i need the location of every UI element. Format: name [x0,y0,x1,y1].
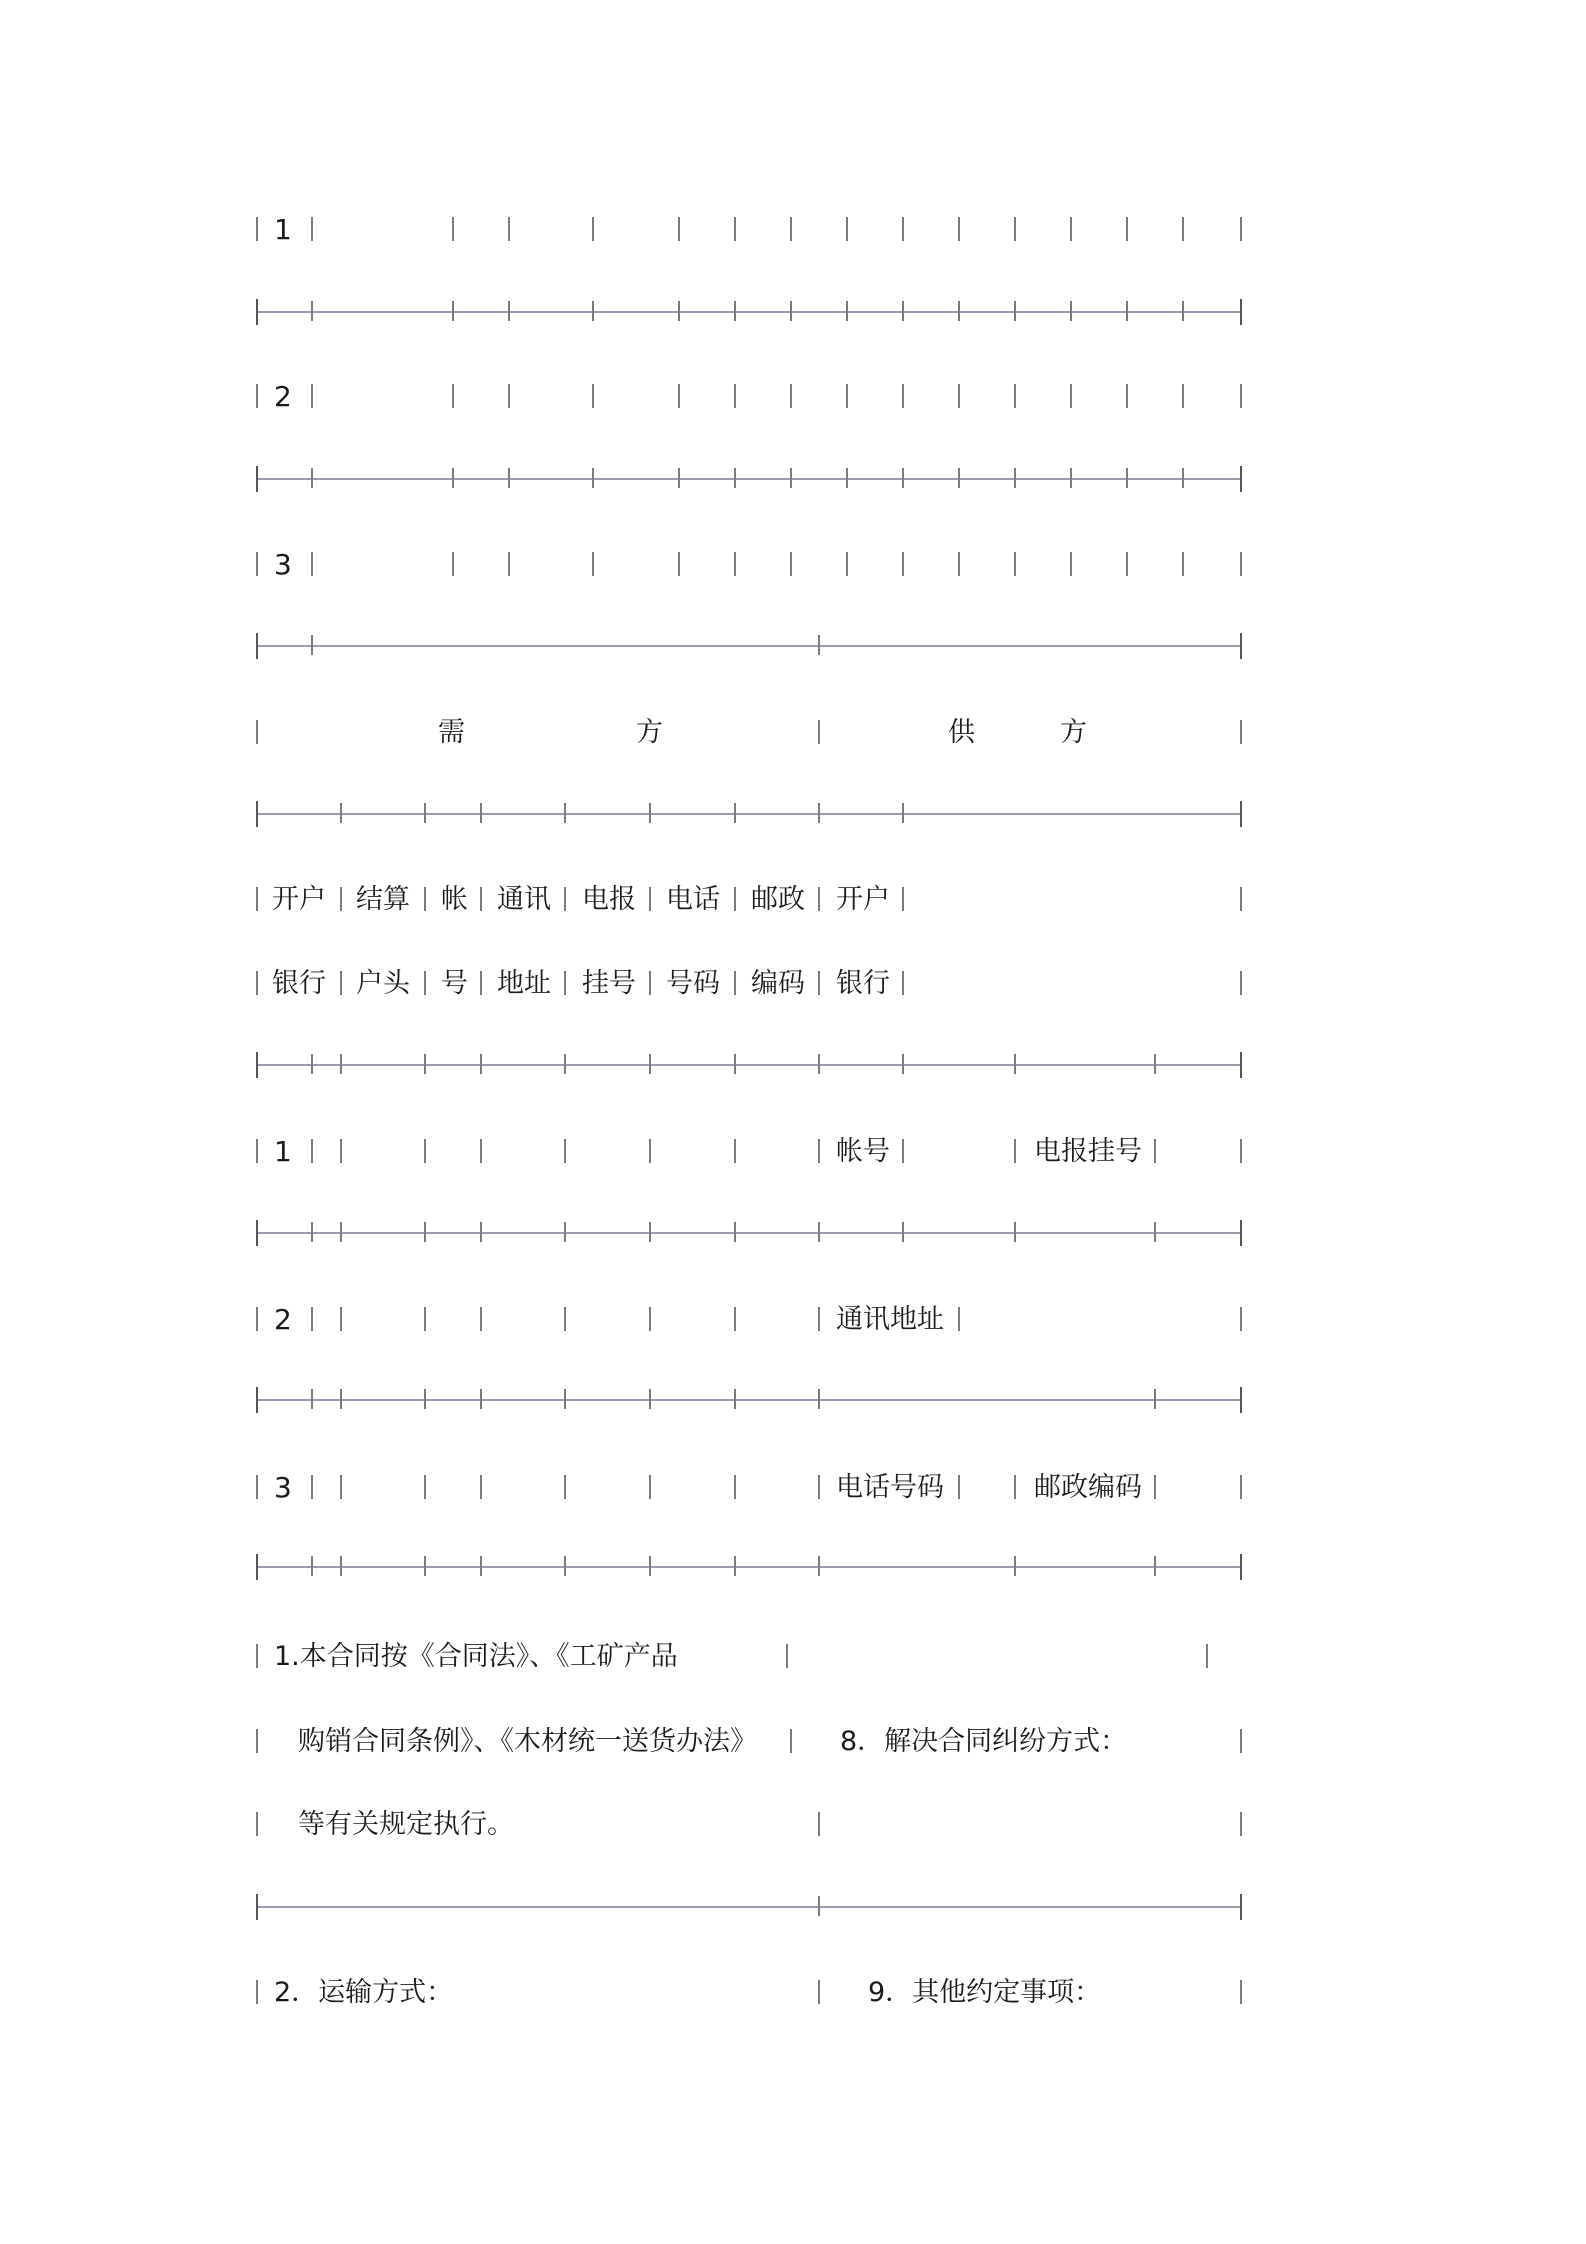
line-junction-tick [1126,468,1128,488]
column-separator [958,552,960,576]
line-junction-tick [1070,301,1072,321]
column-separator [958,217,960,241]
line-junction-tick [902,301,904,321]
line-junction-tick [958,468,960,488]
column-separator [649,887,651,911]
line-junction-tick [480,1556,482,1576]
line-end-cap [1240,801,1242,827]
line-junction-tick [734,1222,736,1242]
col-account-no-line2: 号 [441,968,468,999]
column-separator [311,1139,313,1163]
col-bank-line2: 银行 [272,968,326,999]
col-supplier-bank-line2: 银行 [836,968,890,999]
col-bank-line1: 开户 [272,884,326,915]
column-separator [678,384,680,408]
row-divider-line [256,1399,1240,1401]
col-postal-line1: 邮政 [751,884,805,915]
line-end-cap [1240,633,1242,659]
line-junction-tick [678,468,680,488]
column-separator [508,552,510,576]
column-separator [1182,552,1184,576]
column-separator [424,971,426,995]
line-junction-tick [818,1896,820,1916]
line-junction-tick [480,1222,482,1242]
line-junction-tick [649,803,651,823]
row-number: 1 [274,1135,292,1168]
column-separator [564,1139,566,1163]
column-separator [256,887,258,911]
line-junction-tick [846,301,848,321]
line-end-cap [256,299,258,325]
column-separator [592,217,594,241]
col-address-line1: 通讯 [497,884,551,915]
column-separator [1014,384,1016,408]
row-divider-line [256,1232,1240,1234]
column-separator [1240,384,1242,408]
clause-1-line-1: 1.本合同按《合同法》、《工矿产品 [274,1641,678,1672]
column-separator [452,384,454,408]
line-junction-tick [311,1054,313,1074]
line-junction-tick [311,1222,313,1242]
column-separator [1240,971,1242,995]
line-junction-tick [846,468,848,488]
row-divider-line [256,1566,1240,1568]
column-separator [340,887,342,911]
line-junction-tick [424,1556,426,1576]
column-separator [958,384,960,408]
line-end-cap [256,1894,258,1920]
line-junction-tick [424,1389,426,1409]
clause-1-line-3: 等有关规定执行。 [298,1809,514,1840]
line-junction-tick [649,1389,651,1409]
line-end-cap [1240,1387,1242,1413]
column-separator [1206,1644,1208,1668]
line-end-cap [256,1554,258,1580]
line-junction-tick [1154,1222,1156,1242]
column-separator [902,1139,904,1163]
row-number: 3 [274,1471,292,1504]
line-junction-tick [311,1389,313,1409]
line-end-cap [256,1052,258,1078]
row-divider-line [256,1064,1240,1066]
line-junction-tick [311,301,313,321]
column-separator [256,552,258,576]
line-junction-tick [564,1389,566,1409]
col-supplier-bank-line1: 开户 [836,884,890,915]
column-separator [1014,552,1016,576]
col-telegram-line1: 电报 [582,884,636,915]
line-junction-tick [734,468,736,488]
column-separator [592,384,594,408]
line-end-cap [256,466,258,492]
column-separator [818,971,820,995]
line-end-cap [1240,1220,1242,1246]
line-junction-tick [480,803,482,823]
column-separator [256,1980,258,2004]
line-junction-tick [452,301,454,321]
column-separator [818,1475,820,1499]
column-separator [311,1475,313,1499]
line-junction-tick [340,1054,342,1074]
column-separator [734,971,736,995]
row-number: 2 [274,1303,292,1336]
line-junction-tick [818,1222,820,1242]
column-separator [1182,384,1184,408]
line-junction-tick [1154,1389,1156,1409]
col-telegram-line2: 挂号 [582,968,636,999]
line-junction-tick [311,1556,313,1576]
line-junction-tick [424,1054,426,1074]
line-junction-tick [564,1556,566,1576]
column-separator [1240,1729,1242,1753]
column-separator [790,217,792,241]
column-separator [790,384,792,408]
line-junction-tick [734,1054,736,1074]
col-account-no-line1: 帐 [441,884,468,915]
clause-2: 2．运输方式： [274,1977,454,2008]
col-account-name-line2: 户头 [356,968,410,999]
line-end-cap [256,1220,258,1246]
column-separator [790,1729,792,1753]
line-end-cap [1240,299,1242,325]
line-junction-tick [340,803,342,823]
line-junction-tick [1182,468,1184,488]
clause-8: 8．解决合同纠纷方式： [840,1726,1128,1757]
column-separator [1126,384,1128,408]
supplier-phone-label: 电话号码 [836,1472,944,1503]
column-separator [480,971,482,995]
line-junction-tick [480,1054,482,1074]
column-separator [340,1307,342,1331]
column-separator [564,1307,566,1331]
column-separator [424,887,426,911]
line-junction-tick [340,1389,342,1409]
supply-party-char-2: 方 [1060,717,1087,748]
column-separator [508,384,510,408]
column-separator [902,217,904,241]
line-junction-tick [1014,1556,1016,1576]
column-separator [1240,720,1242,744]
line-junction-tick [340,1556,342,1576]
line-junction-tick [818,635,820,655]
line-junction-tick [508,468,510,488]
column-separator [1014,1475,1016,1499]
column-separator [1182,217,1184,241]
column-separator [480,1475,482,1499]
column-separator [734,887,736,911]
line-junction-tick [902,1054,904,1074]
column-separator [678,552,680,576]
column-separator [564,1475,566,1499]
column-separator [1240,1475,1242,1499]
column-separator [256,1139,258,1163]
line-junction-tick [564,1222,566,1242]
line-junction-tick [649,1054,651,1074]
line-junction-tick [902,1222,904,1242]
column-separator [256,384,258,408]
column-separator [958,1307,960,1331]
column-separator [256,1644,258,1668]
column-separator [1126,217,1128,241]
line-end-cap [256,801,258,827]
line-junction-tick [902,468,904,488]
line-junction-tick [902,803,904,823]
column-separator [846,552,848,576]
line-junction-tick [564,1054,566,1074]
column-separator [734,1475,736,1499]
line-junction-tick [480,1389,482,1409]
col-phone-line2: 号码 [666,968,720,999]
column-separator [790,552,792,576]
column-separator [340,1475,342,1499]
column-separator [564,971,566,995]
line-junction-tick [734,1389,736,1409]
column-separator [958,1475,960,1499]
column-separator [846,384,848,408]
supplier-telegram-label: 电报挂号 [1034,1136,1142,1167]
column-separator [1154,1139,1156,1163]
column-separator [1154,1475,1156,1499]
line-junction-tick [424,803,426,823]
column-separator [734,384,736,408]
line-junction-tick [424,1222,426,1242]
line-junction-tick [1014,468,1016,488]
line-junction-tick [818,1054,820,1074]
column-separator [480,1307,482,1331]
line-end-cap [256,633,258,659]
column-separator [452,217,454,241]
line-junction-tick [340,1222,342,1242]
column-separator [1240,217,1242,241]
supplier-address-label: 通讯地址 [836,1304,944,1335]
line-junction-tick [734,1556,736,1576]
column-separator [649,1139,651,1163]
column-separator [256,720,258,744]
row-number: 1 [274,213,292,246]
column-separator [340,971,342,995]
column-separator [256,1307,258,1331]
column-separator [818,720,820,744]
line-junction-tick [649,1556,651,1576]
column-separator [480,1139,482,1163]
column-separator [902,384,904,408]
col-address-line2: 地址 [497,968,551,999]
demand-party-char-2: 方 [636,717,663,748]
column-separator [1070,217,1072,241]
line-junction-tick [790,468,792,488]
row-divider-line [256,478,1240,480]
column-separator [734,1139,736,1163]
column-separator [902,887,904,911]
column-separator [256,1812,258,1836]
line-junction-tick [311,635,313,655]
column-separator [1014,217,1016,241]
line-junction-tick [1014,1054,1016,1074]
supplier-postal-label: 邮政编码 [1034,1472,1142,1503]
column-separator [1240,1812,1242,1836]
column-separator [818,1307,820,1331]
column-separator [734,552,736,576]
column-separator [311,1307,313,1331]
line-junction-tick [818,1389,820,1409]
row-divider-line [256,813,1240,815]
column-separator [649,971,651,995]
column-separator [1240,552,1242,576]
row-number: 2 [274,380,292,413]
column-separator [1070,552,1072,576]
row-divider-line [256,1906,1240,1908]
column-separator [1240,1980,1242,2004]
column-separator [311,217,313,241]
column-separator [846,217,848,241]
line-junction-tick [452,468,454,488]
column-separator [818,887,820,911]
line-junction-tick [1154,1556,1156,1576]
column-separator [678,217,680,241]
clause-1-line-2: 购销合同条例》、《木材统一送货办法》 [298,1726,757,1757]
column-separator [734,1307,736,1331]
column-separator [508,217,510,241]
column-separator [786,1644,788,1668]
column-separator [311,384,313,408]
column-separator [818,1812,820,1836]
column-separator [592,552,594,576]
line-end-cap [256,1387,258,1413]
column-separator [256,1729,258,1753]
column-separator [256,1475,258,1499]
line-junction-tick [592,468,594,488]
column-separator [340,1139,342,1163]
line-junction-tick [649,1222,651,1242]
column-separator [1240,1139,1242,1163]
column-separator [311,552,313,576]
line-junction-tick [1182,301,1184,321]
line-junction-tick [508,301,510,321]
line-junction-tick [678,301,680,321]
column-separator [424,1475,426,1499]
line-end-cap [1240,466,1242,492]
line-end-cap [1240,1052,1242,1078]
row-divider-line [256,311,1240,313]
line-junction-tick [1126,301,1128,321]
line-junction-tick [1014,1222,1016,1242]
line-end-cap [1240,1894,1242,1920]
line-junction-tick [818,1556,820,1576]
column-separator [1070,384,1072,408]
row-number: 3 [274,548,292,581]
col-account-name-line1: 结算 [356,884,410,915]
column-separator [480,887,482,911]
line-junction-tick [734,301,736,321]
supplier-account-label: 帐号 [836,1136,890,1167]
column-separator [902,971,904,995]
supply-party-char-1: 供 [948,717,975,748]
column-separator [256,971,258,995]
demand-party-char-1: 需 [438,717,465,748]
column-separator [902,552,904,576]
line-junction-tick [1154,1054,1156,1074]
column-separator [1240,887,1242,911]
row-divider-line [256,645,1240,647]
col-postal-line2: 编码 [751,968,805,999]
column-separator [649,1475,651,1499]
column-separator [424,1307,426,1331]
line-junction-tick [564,803,566,823]
col-phone-line1: 电话 [666,884,720,915]
column-separator [1126,552,1128,576]
line-end-cap [1240,1554,1242,1580]
column-separator [256,217,258,241]
line-junction-tick [790,301,792,321]
line-junction-tick [734,803,736,823]
line-junction-tick [958,301,960,321]
column-separator [1014,1139,1016,1163]
line-junction-tick [592,301,594,321]
column-separator [818,1139,820,1163]
column-separator [649,1307,651,1331]
line-junction-tick [818,803,820,823]
column-separator [818,1980,820,2004]
column-separator [1240,1307,1242,1331]
column-separator [452,552,454,576]
line-junction-tick [1070,468,1072,488]
column-separator [424,1139,426,1163]
line-junction-tick [311,468,313,488]
line-junction-tick [1014,301,1016,321]
column-separator [734,217,736,241]
column-separator [564,887,566,911]
clause-9: 9．其他约定事项： [868,1977,1102,2008]
